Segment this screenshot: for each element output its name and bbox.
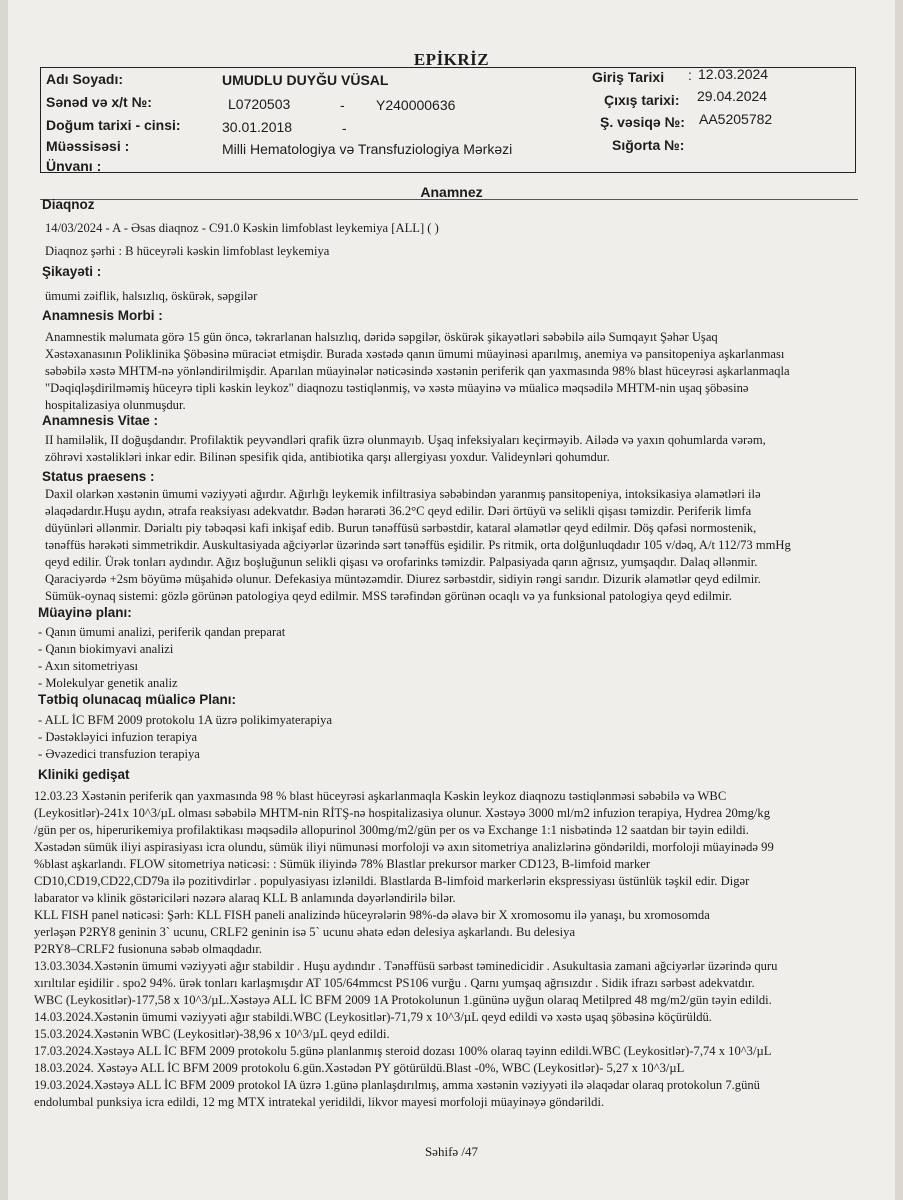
document-number-label: Sənəd və x/t №: xyxy=(46,94,152,110)
clinical-course-line: (Leykositlər)-241x 10^3/µL olması səbəbilə MHTM-nin RİTŞ-nə hospitalizasiya olunur. Xəstəyə 3000 ml/m2 infuzion terapiya, Hydrea 20mg/kg xyxy=(34,806,770,820)
anamnesis-morbi-line: səbəbilə xəstə MHTM-nə yönləndirilmişdir. Aparılan müayinələr nəticəsində xəstənin periferik qan yaxmasında 98% blast hüceyrəsi aşkarlanmaqla xyxy=(45,364,790,378)
exam-plan-item: - Qanın biokimyavi analizi xyxy=(38,642,174,656)
diagnosis-comment-line: Diaqnoz şərhi : B hüceyrəli kəskin limfoblast leykemiya xyxy=(45,244,330,258)
anamnesis-vitae-heading: Anamnesis Vitae : xyxy=(42,413,159,428)
clinical-course-line: 13.03.3034.Xəstənin ümumi vəziyyəti ağır stabildir . Huşu aydındır . Tənəffüsü sərbəst təminedicidir . Asukultasia zamani ağciyərlər üzərində quru xyxy=(34,959,778,973)
anamnesis-morbi-line: hospitalizasiya olunmuşdur. xyxy=(45,398,186,412)
address-label: Ünvanı : xyxy=(46,158,102,174)
name-value: UMUDLU DUYĞU VÜSAL xyxy=(222,72,389,88)
clinical-course-line: yerləşən P2RY8 geninin 3` ucunu, CRLF2 geninin isə 5` ucunu əhatə edən delesiya aşkarlandı. Bu delesiya xyxy=(34,925,576,939)
clinical-course-line: labarator və klinik göstəriciləri nəzərə alaraq KLL B anlamında dəyərləndirilə bilər. xyxy=(34,891,456,905)
exam-plan-item: - Qanın ümumi analizi, periferik qandan preparat xyxy=(38,625,286,639)
admission-date-value: 12.03.2024 xyxy=(698,66,769,82)
clinical-course-line: CD10,CD19,CD22,CD79a ilə pozitivdirlər . populyasiyası izlənildi. Blastlarda B-limfoid markerlərin ekspressiyası üstünlük təşkil edir. Digər xyxy=(34,874,750,888)
status-praesens-line: tənəffüs hərəkəti simmetrikdir. Auskultasiyada ağciyərlər üzərində sərt tənəffüs eşidilir. Ps ritmik, orta dolğunluqdadır 105 v/dəq, A/t 112/73 mmHg xyxy=(45,538,791,552)
anamnesis-vitae-line: II hamiləlik, II doğuşdandır. Profilaktik peyvəndləri qrafik üzrə olunmayıb. Uşaq infeksiyaları keçirməyib. Ailədə və yaxın qohumlarda vərəm, xyxy=(45,433,766,447)
clinical-course-line: WBC (Leykositlər)-177,58 x 10^3/µL.Xəstəyə ALL İC BFM 2009 1A Protokolunun 1.gününə uyğun olaraq Metilpred 48 mg/m2/gün təyin edildi. xyxy=(34,993,772,1007)
clinical-course-line: endolumbal punksiya icra edildi, 12 mg MTX intratekal yeridildi, likvor mayesi morfoloji müayinəyə göndərildi. xyxy=(34,1095,605,1109)
complaints-heading: Şikayəti : xyxy=(42,264,102,279)
status-praesens-line: qeyd edilir. Ürək tonları aydındır. Ağız boşluğunun selikli qişası və orofarinks təmizdir. Palpasiyada qarın ağrısız, yumşaqdır. Dalaq əllənmir. xyxy=(45,555,758,569)
section-title: Anamnez xyxy=(420,184,483,200)
status-praesens-line: düyünləri əllənmir. Dərialtı piy təbəqəsi kafi inkişaf edib. Burun tənəffüsü sərbəstdir, kataral əlamətlər qeyd edilmir. Döş qəfəsi normostenik, xyxy=(45,521,757,535)
birth-date-value: 30.01.2018 xyxy=(222,119,293,135)
anamnesis-morbi-line: Xəstəxanasının Poliklinika Şöbəsinə müraciət etmişdir. Burada xəstədə qanın ümumi müayinəsi aparılmış, anemiya və pansitopeniya aşkarlanması xyxy=(45,347,785,361)
document-title: EPİKRİZ xyxy=(413,50,490,69)
status-praesens-line: Daxil olarkən xəstənin ümumi vəziyyəti ağırdır. Ağırlığı leykemik infiltrasiya səbəbindən yaranmış pansitopeniya, intoksikasiya əlamətləri ilə xyxy=(45,487,761,501)
case-number-value: Y240000636 xyxy=(376,97,456,113)
exam-plan-heading: Müayinə planı: xyxy=(38,605,132,620)
clinical-course-line: 19.03.2024.Xəstəyə ALL İC BFM 2009 protokol IA üzrə 1.günə planlaşdırılmış, amma xəstənin vəziyyəti ilə əlaqədar olaraq protokolun 7.günü xyxy=(34,1078,760,1092)
clinical-course-line: 12.03.23 Xəstənin periferik qan yaxmasında 98 % blast hüceyrəsi aşkarlanmaqla Kəskin leykoz diaqnozu təstiqlənməsi səbəbilə və WBC xyxy=(34,789,727,803)
birth-date-label: Doğum tarixi - cinsi: xyxy=(46,117,181,133)
discharge-date-label: Çıxış tarixi: xyxy=(604,92,680,108)
treatment-plan-item: - ALL İC BFM 2009 protokolu 1A üzrə polikimyaterapiya xyxy=(38,713,333,727)
clinical-course-line: 14.03.2024.Xəstənin ümumi vəziyyəti ağır stabildi.WBC (Leykositlər)-71,79 x 10^3/µL qeyd edildi və xəstə uşaq şöbəsinə köçürüldü. xyxy=(34,1010,712,1024)
institution-value: Milli Hematologiya və Transfuziologiya Mərkəzi xyxy=(222,141,513,157)
clinical-course-line: %blast aşkarlandı. FLOW sitometriya nəticəsi: : Sümük iliyində 78% Blastlar prekursor marker CD123, B-limfoid marker xyxy=(34,857,651,871)
clinical-course-line: Xəstədən sümük iliyi aspirasiyası icra olundu, sümük iliyi nümunəsi morfoloji və axın sitometriya analizlərinə göndərildi, morfoloji müayinədə 99 xyxy=(34,840,774,854)
clinical-course-line: KLL FISH panel nəticəsi: Şərh: KLL FISH paneli analizində hüceyrələrin 98%-də əlavə bir X xromosomu ilə yanaşı, bu xromosomda xyxy=(34,908,710,922)
clinical-course-line: 17.03.2024.Xəstəyə ALL İC BFM 2009 protokolu 5.günə planlanmış steroid dozası 100% olaraq təyinn edildi.WBC (Leykositlər)-7,74 x 10^3/µL xyxy=(34,1044,772,1058)
anamnesis-morbi-line: "Dəqiqləşdirilməmiş hüceyrə tipli kəskin leykoz" diaqnozu təstiqlənmiş, və xəstə müayinə və müalicə məqsədilə MHTM-nin uşaq şöbəsinə xyxy=(45,381,749,395)
page-number: Səhifə /47 xyxy=(424,1144,479,1159)
admission-date-separator: : xyxy=(688,67,692,83)
document-number-dash: - xyxy=(340,97,345,113)
clinical-course-line: xırıltılar eşidilir . spo2 94%. ürək tonları karlaşmışdır AT 105/64mmcst PS106 vurğu . Qarnı yumşaq ağrısızdır . Sidik ifrazı sərbəst adekvatdır. xyxy=(34,976,755,990)
gender-dash: - xyxy=(342,120,347,136)
exam-plan-item: - Molekulyar genetik analiz xyxy=(38,676,178,690)
status-praesens-line: əlaqədardır.Huşu aydın, ətrafa reaksiyası adekvatdır. Bədən hərarəti 36.2°C qeyd edilir. Dəri örtüyü və selikli qişası təmizdir. Periferik limfa xyxy=(45,504,752,518)
anamnesis-morbi-heading: Anamnesis Morbi : xyxy=(42,308,163,323)
anamnesis-morbi-line: Anamnestik məlumata görə 15 gün öncə, təkrarlanan halsızlıq, dəridə səpgilər, öskürək şikayətləri səbəbilə ailə Sumqayıt Şəhər Uşaq xyxy=(45,330,718,344)
clinical-course-line: 15.03.2024.Xəstənin WBC (Leykositlər)-38,96 x 10^3/µL qeyd edildi. xyxy=(34,1027,390,1041)
complaints-line: ümumi zəiflik, halsızlıq, öskürək, səpgilər xyxy=(45,289,258,303)
treatment-plan-item: - Dəstəkləyici infuzion terapiya xyxy=(38,730,198,744)
exam-plan-item: - Axın sitometriyası xyxy=(38,659,139,673)
institution-label: Müəssisəsi : xyxy=(46,138,130,154)
clinical-course-line: /gün per os, hiperurikemiya profilaktikası məqsədilə allopurinol 300mg/m2/gün per os və Exchange 1:1 nisbətində 12 saatdan bir təyin edildi. xyxy=(34,823,749,837)
clinical-course-line: 18.03.2024. Xəstəyə ALL İC BFM 2009 protokolu 6.gün.Xəstədən PY götürüldü.Blast -0%, WBC (Leykositlər)- 5,27 x 10^3/µL xyxy=(34,1061,685,1075)
document-number-value: L0720503 xyxy=(228,96,291,112)
anamnesis-vitae-line: zöhrəvi xəstəlikləri inkar edir. Bilinən spesifik qida, antibiotika qarşı allergiyası yoxdur. Valideynləri qohumdur. xyxy=(45,450,610,464)
insurance-label: Sığorta №: xyxy=(612,137,685,153)
discharge-date-value: 29.04.2024 xyxy=(697,88,768,104)
diagnosis-line: 14/03/2024 - A - Əsas diaqnoz - C91.0 Kəskin limfoblast leykemiya [ALL] ( ) xyxy=(45,221,439,235)
id-card-label: Ş. vəsiqə №: xyxy=(600,114,685,130)
status-praesens-heading: Status praesens : xyxy=(42,469,155,484)
name-label: Adı Soyadı: xyxy=(46,71,124,87)
clinical-course-heading: Kliniki gedişat xyxy=(38,767,130,782)
id-card-value: AA5205782 xyxy=(699,111,773,127)
treatment-plan-heading: Tətbiq olunacaq müalicə Planı: xyxy=(38,692,237,707)
treatment-plan-item: - Əvəzedici transfuzion terapiya xyxy=(38,747,200,761)
status-praesens-line: Qaraciyərdə +2sm böyümə müşahidə olunur. Defekasiya müntəzəmdir. Diurez sərbəstdir, sidiyin rəngi sarıdır. Dizurik əlamətlər qeyd edilmir. xyxy=(45,572,761,586)
section-divider xyxy=(40,199,858,200)
status-praesens-line: Sümük-oynaq sistemi: gözlə görünən patologiya qeyd edilmir. MSS tərəfindən görünən ocaqlı və ya funksional patologiya qeyd edilmir. xyxy=(45,589,732,603)
admission-date-label: Giriş Tarixi xyxy=(592,69,665,85)
diagnosis-heading: Diaqnoz xyxy=(42,197,95,212)
clinical-course-line: P2RY8–CRLF2 fusionuna səbəb olmaqdadır. xyxy=(34,942,263,956)
